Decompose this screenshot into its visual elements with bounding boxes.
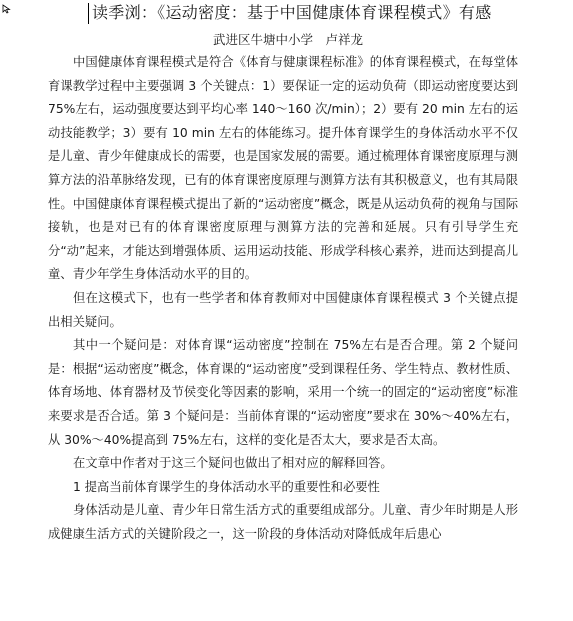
section-heading[interactable]: 1 提高当前体育课学生的身体活动水平的重要性和必要性 [73, 479, 380, 494]
paragraph[interactable]: 中国健康体育课程模式是符合《体育与健康课程标准》的体育课程模式，在每堂体育课教学过程中主要强调 3 个关键点：1）要保证一定的运动负荷（即运动密度要达到 75%左右，运动强度要达到平均心率 140～160 次/min）；2）要有 20 min 左右的运动技能教学；3）要有 10 min 左右的体能练习。提升体育课学生的身体活动水平不仅是儿童、青少年健康成长的需要，也是国家发展的需要。通过梳理体育课密度原理与测算方法的沿革脉络发现，已有的体育课密度原理与测算方法有其积极意义，也有其局限性。中国健康体育课程模式提出了新的“运动密度”概念，既是从运动负荷的视角与国际接轨，也是对已有的体育课密度原理与测算方法的完善和延展。只有引导学生充分“动”起来，才能达到增强体质、运用运动技能、形成学科核心素养，进而达到提高儿童、青少年学生身体活动水平的目的。 [48, 55, 518, 282]
text-caret [88, 3, 89, 24]
paragraph[interactable]: 但在这模式下，也有一些学者和体育教师对中国健康体育课程模式 3 个关键点提出相关疑问。 [48, 290, 518, 329]
author-byline[interactable]: 武进区牛塘中小学 卢祥龙 [213, 32, 364, 47]
paragraph[interactable]: 在文章中作者对于这三个疑问也做出了相对应的解释回答。 [73, 456, 393, 471]
paragraph[interactable]: 身体活动是儿童、青少年日常生活方式的重要组成部分。儿童、青少年时期是人形成健康生活方式的关键阶段之一，这一阶段的身体活动对降低成年后患心 [48, 503, 518, 541]
document-title[interactable]: 读季浏：《运动密度：基于中国健康体育课程模式》有感 [92, 3, 492, 22]
mouse-pointer-icon [2, 4, 12, 14]
document-body[interactable] [48, 51, 518, 546]
paragraph[interactable]: 其中一个疑问是：对体育课“运动密度”控制在 75%左右是否合理。第 2 个疑问是：根据“运动密度”概念，体育课的“运动密度”受到课程任务、学生特点、教材性质、体育场地、体育器材及节侯变化等因素的影响，采用一个统一的固定的“运动密度”标准来要求是否合适。第 3 个疑问是：当前体育课的“运动密度”要求在 30%～40%左右，从 30%～40%提高到 75%左右，这样的变化是否太大，要求是否太高。 [48, 338, 518, 447]
